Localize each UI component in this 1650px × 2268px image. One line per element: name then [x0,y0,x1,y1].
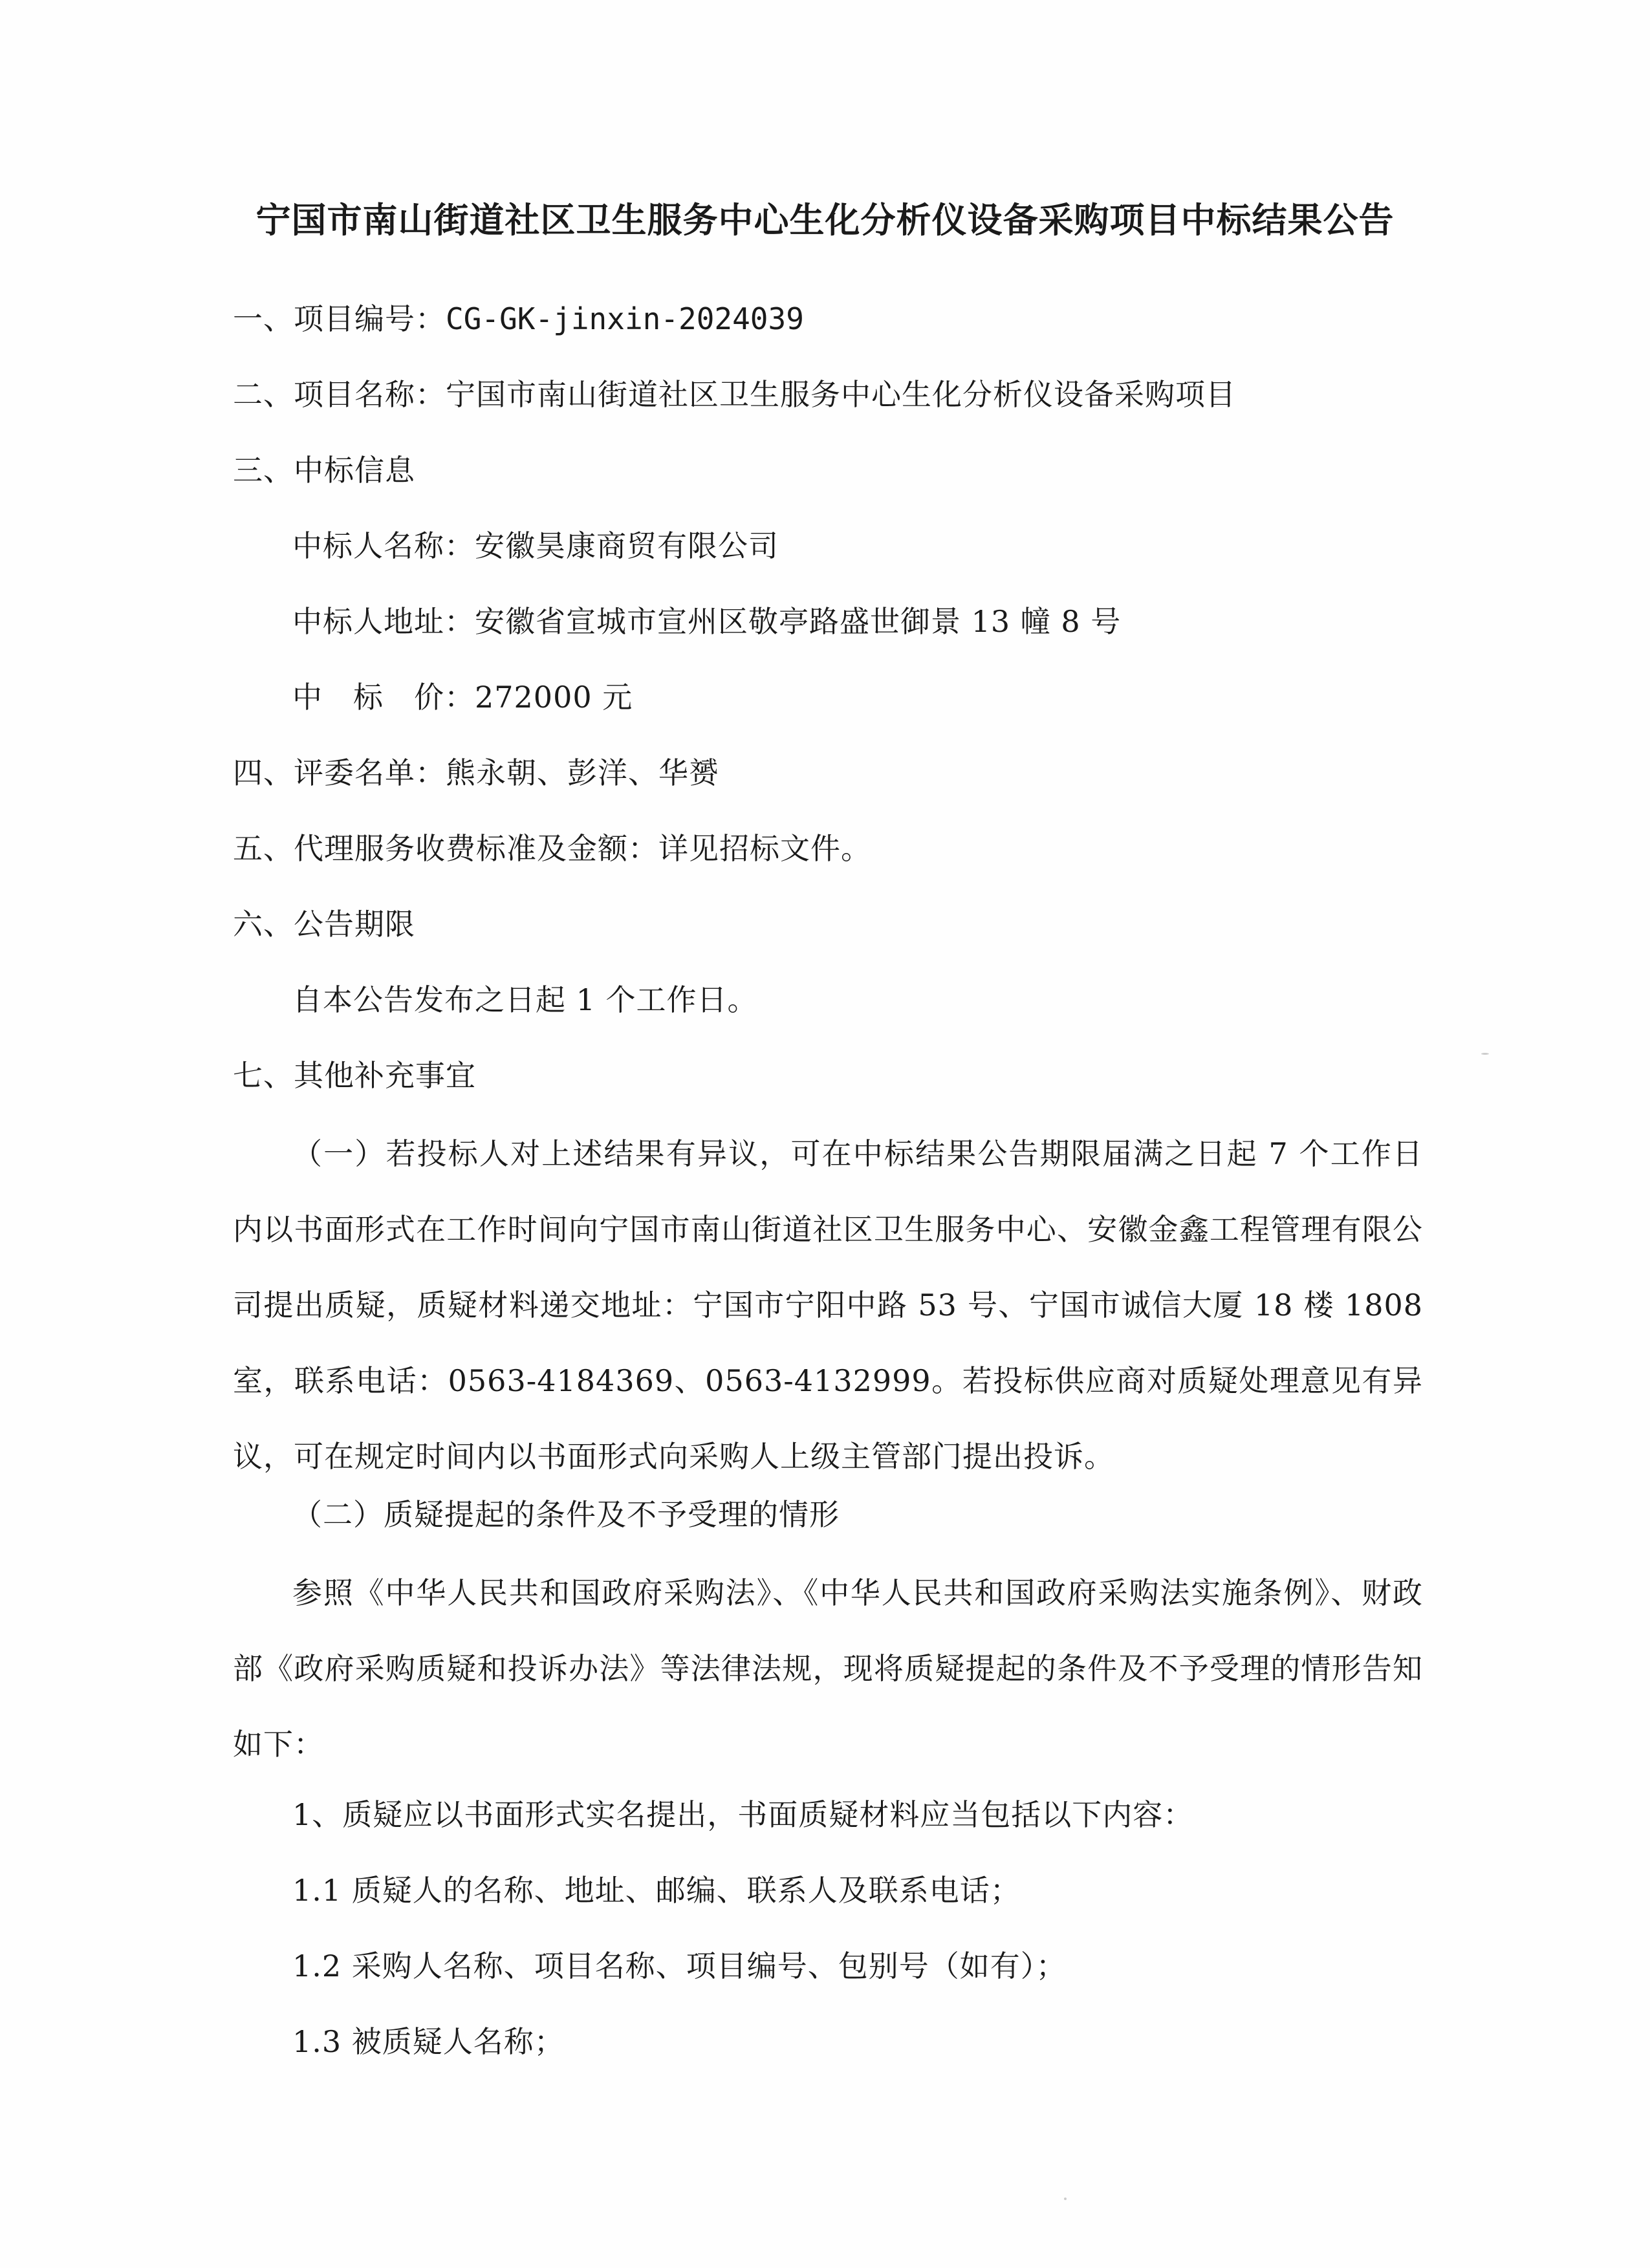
scan-speck [1481,1053,1489,1055]
project-number-value: CG-GK-jinxin-2024039 [446,301,804,336]
winner-name: 中标人名称：安徽昊康商贸有限公司 [292,528,779,563]
item-project-number [233,296,804,341]
notice-period-detail: 自本公告发布之日起 1 个工作日。 [292,982,758,1017]
item-notice-period-heading: 六、公告期限 [233,907,415,942]
objection-paragraph: （一）若投标人对上述结果有异议，可在中标结果公告期限届满之日起 7 个工作日内以书面形式在工作时间向宁国市南山街道社区卫生服务中心、安徽金鑫工程管理有限公司提出质疑，质疑材料递交地址：宁国市宁阳中路 53 号、宁国市诚信大厦 18 楼 1808 室，联系电话：0563-4184369、0563-4132999。若投标供应商对质疑处理意见有异议，可在规定时间内以书面形式向采购人上级主管部门提出投诉。 [233,1136,1423,1474]
item-review-panel: 四、评委名单：熊永朝、彭洋、华赟 [233,755,719,790]
requirement-1-2: 1.2 采购人名称、项目名称、项目编号、包别号（如有）； [292,1949,1067,1983]
objection-conditions-heading: （二）质疑提起的条件及不予受理的情形 [292,1497,840,1532]
item-project-name: 二、项目名称：宁国市南山街道社区卫生服务中心生化分析仪设备采购项目 [233,377,1236,412]
project-number-label: 一、项目编号： [233,301,446,336]
requirement-1: 1、质疑应以书面形式实名提出，书面质疑材料应当包括以下内容： [292,1797,1194,1832]
requirement-1-1: 1.1 质疑人的名称、地址、邮编、联系人及联系电话； [292,1873,1021,1908]
winner-price: 中 标 价：272000 元 [292,680,633,715]
legal-basis-paragraph: 参照《中华人民共和国政府采购法》、《中华人民共和国政府采购法实施条例》、财政部《政府采购质疑和投诉办法》等法律法规，现将质疑提起的条件及不予受理的情形告知如下： [233,1575,1423,1762]
requirement-1-3: 1.3 被质疑人名称； [292,2024,565,2059]
item-agency-fee: 五、代理服务收费标准及金额：详见招标文件。 [233,831,871,866]
item-award-info-heading: 三、中标信息 [233,453,415,488]
document-title: 宁国市南山街道社区卫生服务中心生化分析仪设备采购项目中标结果公告 [255,199,1395,241]
item-supplementary-heading: 七、其他补充事宜 [233,1058,476,1093]
winner-address: 中标人地址：安徽省宣城市宣州区敬亭路盛世御景 13 幢 8 号 [292,604,1122,639]
scan-speck [1064,2198,1067,2200]
